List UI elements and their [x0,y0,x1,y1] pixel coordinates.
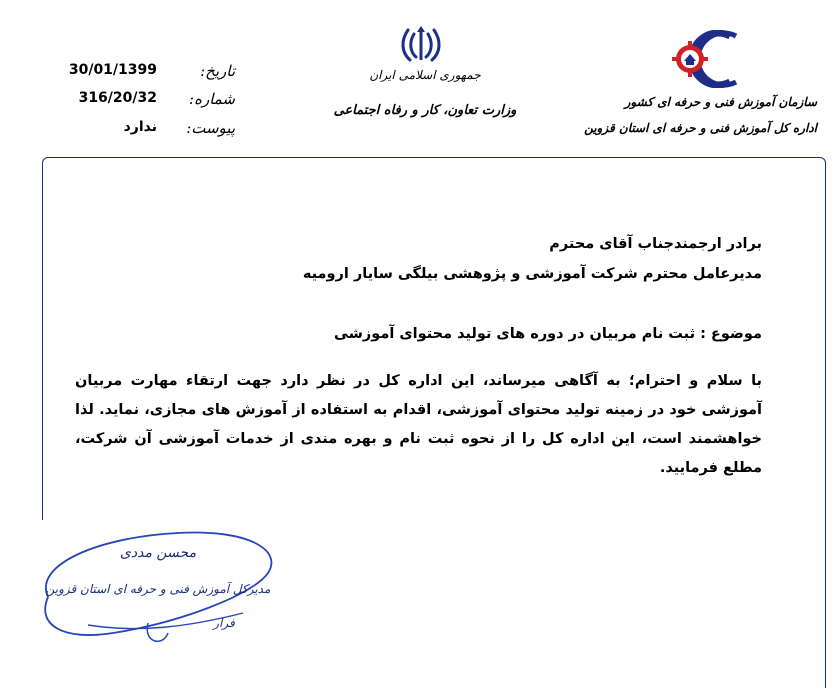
organization-line-2: اداره کل آموزش فنی و حرفه ای استان قزوین [584,121,817,135]
subject: موضوع : ثبت نام مربیان در دوره های تولید محتوای آموزشی [334,326,762,342]
number-label: شماره: [189,90,235,108]
date-value: 30/01/1399 [68,62,157,78]
date-row [60,62,235,88]
organization-line-1: سازمان آموزش فنی و حرفه ای کشور [624,95,817,109]
number-value: 316/20/32 [78,90,157,106]
signature [28,515,288,659]
organization-logo-icon [662,30,744,92]
signature-name: محسن مددی [119,545,197,561]
ministry-line-2: وزارت تعاون، کار و رفاه اجتماعی [333,103,517,118]
date-label: تاریخ: [200,62,235,80]
iran-emblem-icon [398,22,444,72]
attachment-value: ندارد [123,119,157,135]
signature-note: فرار [213,616,235,630]
recipient: مدیرعامل محترم شرکت آموزشی و پژوهشی بیلگی سایار ارومیه [302,266,762,282]
letter-body: با سلام و احترام؛ به آگاهی میرساند، این اداره کل در نظر دارد جهت ارتقاء مهارت مربیان آموزشی خود در زمینه تولید محتوای آموزشی، اقدام به استفاده از آموزش های مجازی، نماید. لذا خواهشمند است، این اداره کل را از نحوه ثبت نام و بهره مندی از خدمات آموزشی آن شرکت، مطلع فرمایید. [75,373,762,476]
attachment-label: پیوست: [186,119,235,137]
ministry-line-1: جمهوری اسلامی ایران [369,68,481,82]
signature-title: مدیرکل آموزش فنی و حرفه ای استان قزوین [45,582,271,596]
number-row [60,90,235,116]
salutation: برادر ارجمندجناب آقای محترم [549,236,762,252]
attachment-row [60,119,235,145]
